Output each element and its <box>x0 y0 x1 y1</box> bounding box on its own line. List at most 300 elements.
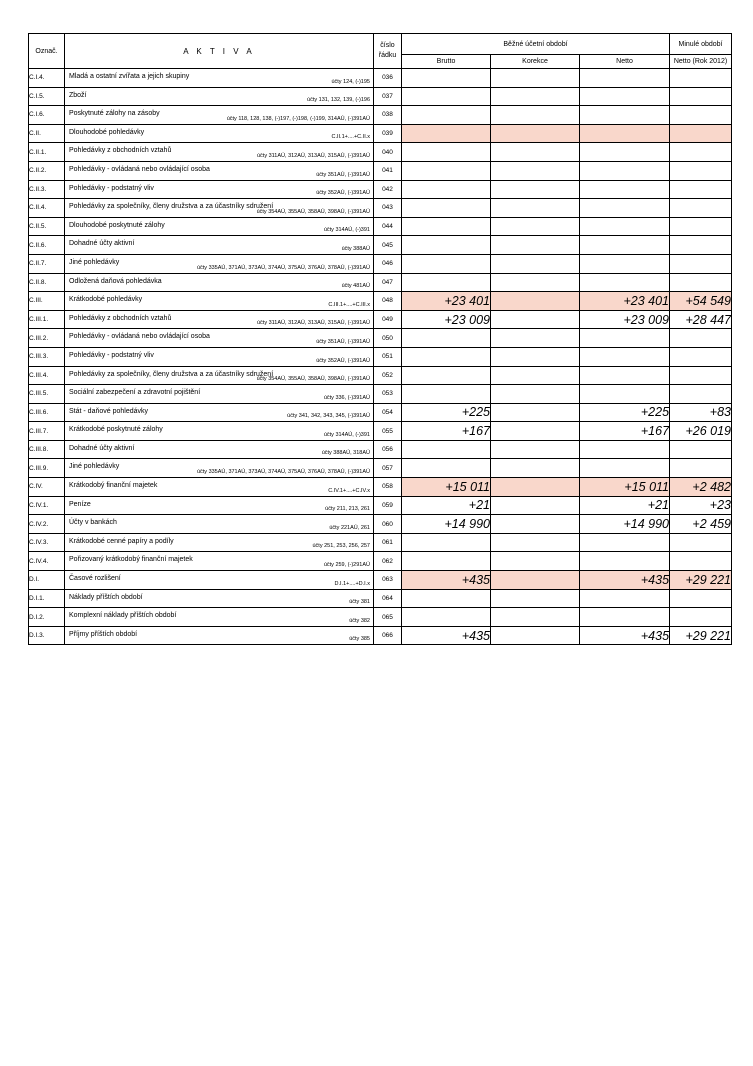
row-formula: účty 354AÚ, 355AÚ, 358AÚ, 398AÚ, (-)391AÚ <box>256 208 370 215</box>
row-brutto: +435 <box>402 626 491 645</box>
row-line-number: 052 <box>374 366 402 385</box>
row-formula: D.I.1+....+D.I.x <box>334 580 370 587</box>
row-formula: účty 314AÚ, (-)391 <box>323 227 370 234</box>
row-formula: účty 251, 253, 256, 257 <box>312 543 370 550</box>
table-row <box>29 161 732 180</box>
row-brutto <box>402 180 491 199</box>
row-line-number: 049 <box>374 310 402 329</box>
table-row <box>29 180 732 199</box>
row-brutto <box>402 552 491 571</box>
row-brutto: +23 009 <box>402 310 491 329</box>
row-code: C.II.1. <box>29 143 65 162</box>
row-netto <box>580 124 670 143</box>
row-netto <box>580 347 670 366</box>
row-formula: účty 388AÚ <box>341 245 370 252</box>
row-name: Časové rozlišení <box>69 575 121 583</box>
header-cislo-line2: řádku <box>378 52 397 59</box>
row-brutto <box>402 161 491 180</box>
row-line-number: 063 <box>374 571 402 590</box>
row-name-cell <box>65 87 374 106</box>
row-line-number: 065 <box>374 608 402 627</box>
row-formula: účty 388AÚ, 318AÚ <box>321 450 370 457</box>
row-code: C.III. <box>29 292 65 311</box>
row-name-cell <box>65 106 374 125</box>
row-name-cell <box>65 533 374 552</box>
row-name-cell <box>65 254 374 273</box>
row-korekce <box>491 440 580 459</box>
row-code: C.II.6. <box>29 236 65 255</box>
row-brutto <box>402 124 491 143</box>
row-code: C.III.2. <box>29 329 65 348</box>
row-formula: C.III.1+....+C.III.x <box>328 301 370 308</box>
row-name-cell <box>65 496 374 515</box>
row-code: C.IV.3. <box>29 533 65 552</box>
row-netto-prev <box>670 385 732 404</box>
row-brutto <box>402 106 491 125</box>
row-code: C.III.3. <box>29 347 65 366</box>
row-code: C.III.8. <box>29 440 65 459</box>
row-netto <box>580 273 670 292</box>
row-code: C.III.9. <box>29 459 65 478</box>
row-name-cell <box>65 589 374 608</box>
row-netto <box>580 385 670 404</box>
row-netto-prev <box>670 217 732 236</box>
row-brutto: +15 011 <box>402 478 491 497</box>
row-formula: účty 211, 213, 261 <box>325 506 370 513</box>
row-brutto <box>402 608 491 627</box>
header-aktiva: A K T I V A <box>65 34 374 69</box>
row-name-cell <box>65 626 374 645</box>
table-row <box>29 478 732 497</box>
table-row <box>29 496 732 515</box>
row-line-number: 046 <box>374 254 402 273</box>
row-brutto <box>402 385 491 404</box>
row-netto-prev <box>670 440 732 459</box>
row-formula: účty 352AÚ, (-)391AÚ <box>316 190 370 197</box>
row-formula: účty 351AÚ, (-)391AÚ <box>316 171 370 178</box>
row-korekce <box>491 199 580 218</box>
row-name: Dlouhodobé poskytnuté zálohy <box>69 221 165 229</box>
row-brutto: +14 990 <box>402 515 491 534</box>
row-netto-prev: +29 221 <box>670 571 732 590</box>
row-netto-prev <box>670 459 732 478</box>
row-korekce <box>491 366 580 385</box>
row-netto-prev <box>670 589 732 608</box>
row-netto-prev: +54 549 <box>670 292 732 311</box>
row-code: C.III.1. <box>29 310 65 329</box>
row-name-cell <box>65 310 374 329</box>
row-korekce <box>491 217 580 236</box>
row-name-cell <box>65 347 374 366</box>
table-body <box>29 69 732 645</box>
row-name: Dohadné účty aktivní <box>69 240 135 248</box>
row-netto-prev <box>670 199 732 218</box>
row-name-cell <box>65 161 374 180</box>
row-name: Účty v bankách <box>69 519 117 527</box>
row-brutto: +167 <box>402 422 491 441</box>
table-row <box>29 533 732 552</box>
row-line-number: 056 <box>374 440 402 459</box>
table-row <box>29 347 732 366</box>
row-formula: účty 131, 132, 139, (-)196 <box>307 97 370 104</box>
row-korekce <box>491 589 580 608</box>
row-code: C.III.7. <box>29 422 65 441</box>
row-code: C.II.4. <box>29 199 65 218</box>
row-name: Jiné pohledávky <box>69 258 120 266</box>
row-netto <box>580 217 670 236</box>
row-code: C.IV.4. <box>29 552 65 571</box>
row-korekce <box>491 515 580 534</box>
table-row <box>29 552 732 571</box>
header-netto: Netto <box>580 55 670 69</box>
header-minule-obdobi: Minulé období <box>670 34 732 55</box>
row-netto-prev: +2 459 <box>670 515 732 534</box>
row-formula: účty 385 <box>349 636 370 643</box>
table-row <box>29 329 732 348</box>
row-code: C.III.6. <box>29 403 65 422</box>
row-brutto <box>402 533 491 552</box>
row-netto <box>580 589 670 608</box>
row-netto: +21 <box>580 496 670 515</box>
table-row <box>29 143 732 162</box>
row-brutto: +21 <box>402 496 491 515</box>
row-line-number: 037 <box>374 87 402 106</box>
row-formula: účty 335AÚ, 371AÚ, 373AÚ, 374AÚ, 375AÚ, 376AÚ, 378AÚ, (-)391AÚ <box>196 264 370 271</box>
row-name: Krátkodobý finanční majetek <box>69 482 158 490</box>
row-netto <box>580 199 670 218</box>
table-row <box>29 310 732 329</box>
row-formula: účty 354AÚ, 355AÚ, 358AÚ, 398AÚ, (-)391AÚ <box>256 376 370 383</box>
header-brutto: Brutto <box>402 55 491 69</box>
row-formula: C.IV.1+....+C.IV.x <box>328 487 370 494</box>
row-code: C.I.4. <box>29 69 65 88</box>
row-formula: C.II.1+....+C.II.x <box>331 134 370 141</box>
row-name: Pohledávky - ovládaná nebo ovládající osoba <box>69 165 210 173</box>
row-name: Dohadné účty aktivní <box>69 444 135 452</box>
row-brutto <box>402 459 491 478</box>
row-name-cell <box>65 143 374 162</box>
row-korekce <box>491 124 580 143</box>
header-bezne-obdobi: Běžné účetní období <box>402 34 670 55</box>
row-brutto <box>402 440 491 459</box>
row-name: Pohledávky - ovládaná nebo ovládající osoba <box>69 333 210 341</box>
row-name-cell <box>65 124 374 143</box>
table-row <box>29 106 732 125</box>
row-korekce <box>491 403 580 422</box>
row-name-cell <box>65 422 374 441</box>
row-line-number: 059 <box>374 496 402 515</box>
row-netto-prev <box>670 124 732 143</box>
row-line-number: 050 <box>374 329 402 348</box>
row-korekce <box>491 236 580 255</box>
row-brutto <box>402 273 491 292</box>
balance-sheet-table <box>28 33 732 645</box>
row-formula: účty 259, (-)291AÚ <box>323 562 370 569</box>
row-formula: účty 311AÚ, 312AÚ, 313AÚ, 315AÚ, (-)391AÚ <box>256 320 370 327</box>
row-line-number: 039 <box>374 124 402 143</box>
row-netto: +23 009 <box>580 310 670 329</box>
header-cislo-line1: číslo <box>380 42 395 49</box>
row-netto <box>580 254 670 273</box>
row-netto: +435 <box>580 571 670 590</box>
row-netto-prev <box>670 533 732 552</box>
row-line-number: 062 <box>374 552 402 571</box>
row-name-cell <box>65 329 374 348</box>
row-formula: účty 314AÚ, (-)391 <box>323 431 370 438</box>
table-row <box>29 273 732 292</box>
row-name: Poskytnuté zálohy na zásoby <box>69 110 160 118</box>
table-row <box>29 403 732 422</box>
row-korekce <box>491 106 580 125</box>
row-code: C.II.8. <box>29 273 65 292</box>
row-name: Peníze <box>69 500 91 508</box>
row-name-cell <box>65 69 374 88</box>
row-netto-prev <box>670 143 732 162</box>
row-netto-prev <box>670 236 732 255</box>
row-code: C.II.2. <box>29 161 65 180</box>
row-brutto <box>402 254 491 273</box>
row-name-cell <box>65 199 374 218</box>
row-netto: +23 401 <box>580 292 670 311</box>
row-name-cell <box>65 478 374 497</box>
table-row <box>29 589 732 608</box>
row-name: Jiné pohledávky <box>69 463 120 471</box>
row-brutto <box>402 236 491 255</box>
row-line-number: 054 <box>374 403 402 422</box>
row-line-number: 038 <box>374 106 402 125</box>
row-formula: účty 381 <box>349 599 370 606</box>
row-korekce <box>491 533 580 552</box>
row-code: C.I.6. <box>29 106 65 125</box>
row-formula: účty 311AÚ, 312AÚ, 313AÚ, 315AÚ, (-)391AÚ <box>256 152 370 159</box>
row-name: Pohledávky z obchodních vztahů <box>69 147 172 155</box>
row-code: C.II. <box>29 124 65 143</box>
row-name-cell <box>65 385 374 404</box>
row-korekce <box>491 552 580 571</box>
row-name: Příjmy příštích období <box>69 630 138 638</box>
row-brutto <box>402 69 491 88</box>
row-code: C.IV. <box>29 478 65 497</box>
row-netto-prev <box>670 180 732 199</box>
table-row <box>29 385 732 404</box>
row-korekce <box>491 310 580 329</box>
header-oznac: Označ. <box>29 34 65 69</box>
row-line-number: 041 <box>374 161 402 180</box>
table-row <box>29 366 732 385</box>
row-code: C.II.3. <box>29 180 65 199</box>
row-line-number: 066 <box>374 626 402 645</box>
row-code: C.IV.2. <box>29 515 65 534</box>
row-netto <box>580 366 670 385</box>
row-brutto <box>402 347 491 366</box>
row-code: C.II.7. <box>29 254 65 273</box>
row-netto <box>580 608 670 627</box>
row-name: Mladá a ostatní zvířata a jejich skupiny <box>69 73 190 80</box>
row-korekce <box>491 571 580 590</box>
row-netto: +435 <box>580 626 670 645</box>
row-brutto: +23 401 <box>402 292 491 311</box>
row-formula: účty 341, 342, 343, 345, (-)391AÚ <box>287 413 370 420</box>
row-line-number: 048 <box>374 292 402 311</box>
table-row <box>29 124 732 143</box>
row-brutto: +225 <box>402 403 491 422</box>
row-korekce <box>491 608 580 627</box>
row-code: C.II.5. <box>29 217 65 236</box>
row-netto: +225 <box>580 403 670 422</box>
row-korekce <box>491 422 580 441</box>
table-row <box>29 626 732 645</box>
row-netto-prev <box>670 161 732 180</box>
row-code: D.I.2. <box>29 608 65 627</box>
row-netto-prev: +28 447 <box>670 310 732 329</box>
row-name: Krátkodobé pohledávky <box>69 296 143 304</box>
row-name-cell <box>65 217 374 236</box>
row-line-number: 045 <box>374 236 402 255</box>
row-line-number: 057 <box>374 459 402 478</box>
row-name: Sociální zabezpečení a zdravotní pojištění <box>69 389 201 397</box>
row-netto-prev <box>670 69 732 88</box>
row-brutto: +435 <box>402 571 491 590</box>
row-korekce <box>491 329 580 348</box>
row-netto <box>580 533 670 552</box>
row-formula: účty 336, (-)391AÚ <box>323 394 370 401</box>
row-netto <box>580 552 670 571</box>
row-line-number: 058 <box>374 478 402 497</box>
table-row <box>29 69 732 88</box>
row-korekce <box>491 87 580 106</box>
row-name-cell <box>65 273 374 292</box>
row-brutto <box>402 143 491 162</box>
row-line-number: 044 <box>374 217 402 236</box>
row-netto <box>580 87 670 106</box>
row-line-number: 051 <box>374 347 402 366</box>
row-korekce <box>491 626 580 645</box>
row-brutto <box>402 366 491 385</box>
row-formula: účty 335AÚ, 371AÚ, 373AÚ, 374AÚ, 375AÚ, 376AÚ, 378AÚ, (-)391AÚ <box>196 469 370 476</box>
row-netto-prev <box>670 106 732 125</box>
row-netto-prev: +29 221 <box>670 626 732 645</box>
row-netto <box>580 440 670 459</box>
row-netto-prev: +2 482 <box>670 478 732 497</box>
header-korekce: Korekce <box>491 55 580 69</box>
table-row <box>29 571 732 590</box>
table-row <box>29 292 732 311</box>
row-line-number: 040 <box>374 143 402 162</box>
row-netto: +14 990 <box>580 515 670 534</box>
row-name: Pohledávky z obchodních vztahů <box>69 314 172 322</box>
row-name: Zboží <box>69 91 87 99</box>
row-korekce <box>491 161 580 180</box>
row-korekce <box>491 69 580 88</box>
row-name-cell <box>65 571 374 590</box>
row-line-number: 043 <box>374 199 402 218</box>
row-brutto <box>402 589 491 608</box>
row-line-number: 053 <box>374 385 402 404</box>
row-code: D.I.1. <box>29 589 65 608</box>
row-netto <box>580 236 670 255</box>
row-netto-prev: +26 019 <box>670 422 732 441</box>
row-code: D.I. <box>29 571 65 590</box>
row-code: D.I.3. <box>29 626 65 645</box>
row-netto <box>580 106 670 125</box>
row-netto-prev <box>670 347 732 366</box>
row-netto-prev: +83 <box>670 403 732 422</box>
table-row <box>29 440 732 459</box>
row-line-number: 061 <box>374 533 402 552</box>
row-name-cell <box>65 515 374 534</box>
row-name: Pohledávky - podstatný vliv <box>69 184 154 192</box>
table-row <box>29 515 732 534</box>
row-netto: +15 011 <box>580 478 670 497</box>
row-name-cell <box>65 459 374 478</box>
header-cislo-radku <box>374 34 402 69</box>
row-formula: účty 124, (-)195 <box>331 78 370 85</box>
header-netto-prev: Netto (Rok 2012) <box>670 55 732 69</box>
row-formula: účty 481AÚ <box>341 283 370 290</box>
row-line-number: 047 <box>374 273 402 292</box>
row-line-number: 042 <box>374 180 402 199</box>
row-name: Pohledávky za společníky, členy družstva a za účastníky sdružení <box>69 203 274 211</box>
table-row <box>29 236 732 255</box>
row-formula: účty 352AÚ, (-)391AÚ <box>316 357 370 364</box>
row-name: Komplexní náklady příštích období <box>69 612 177 620</box>
row-name-cell <box>65 608 374 627</box>
row-korekce <box>491 385 580 404</box>
row-formula: účty 118, 128, 138, (-)197, (-)198, (-)199, 314AÚ, (-)391AÚ <box>226 115 370 122</box>
row-name: Stát - daňové pohledávky <box>69 407 148 415</box>
row-name: Krátkodobé cenné papíry a podíly <box>69 537 174 545</box>
row-code: C.IV.1. <box>29 496 65 515</box>
row-netto-prev <box>670 273 732 292</box>
row-netto-prev: +23 <box>670 496 732 515</box>
table-row <box>29 217 732 236</box>
row-netto: +167 <box>580 422 670 441</box>
row-brutto <box>402 329 491 348</box>
table-row <box>29 459 732 478</box>
row-korekce <box>491 478 580 497</box>
row-netto <box>580 459 670 478</box>
row-brutto <box>402 217 491 236</box>
row-name-cell <box>65 180 374 199</box>
row-netto <box>580 143 670 162</box>
row-brutto <box>402 87 491 106</box>
table-row <box>29 422 732 441</box>
row-korekce <box>491 254 580 273</box>
row-formula: účty 221AÚ, 261 <box>329 524 370 531</box>
row-code: C.I.5. <box>29 87 65 106</box>
table-row <box>29 87 732 106</box>
row-name: Pohledávky za společníky, členy družstva a za účastníky sdružení <box>69 370 274 378</box>
row-name-cell <box>65 236 374 255</box>
row-name-cell <box>65 366 374 385</box>
row-korekce <box>491 347 580 366</box>
row-name: Odložená daňová pohledávka <box>69 277 162 285</box>
row-netto <box>580 161 670 180</box>
table-row <box>29 608 732 627</box>
row-korekce <box>491 459 580 478</box>
row-brutto <box>402 199 491 218</box>
row-code: C.III.4. <box>29 366 65 385</box>
row-korekce <box>491 273 580 292</box>
row-line-number: 036 <box>374 69 402 88</box>
row-name: Dlouhodobé pohledávky <box>69 128 145 136</box>
row-netto-prev <box>670 329 732 348</box>
row-name-cell <box>65 403 374 422</box>
row-formula: účty 382 <box>349 617 370 624</box>
row-line-number: 055 <box>374 422 402 441</box>
row-korekce <box>491 292 580 311</box>
row-netto <box>580 69 670 88</box>
